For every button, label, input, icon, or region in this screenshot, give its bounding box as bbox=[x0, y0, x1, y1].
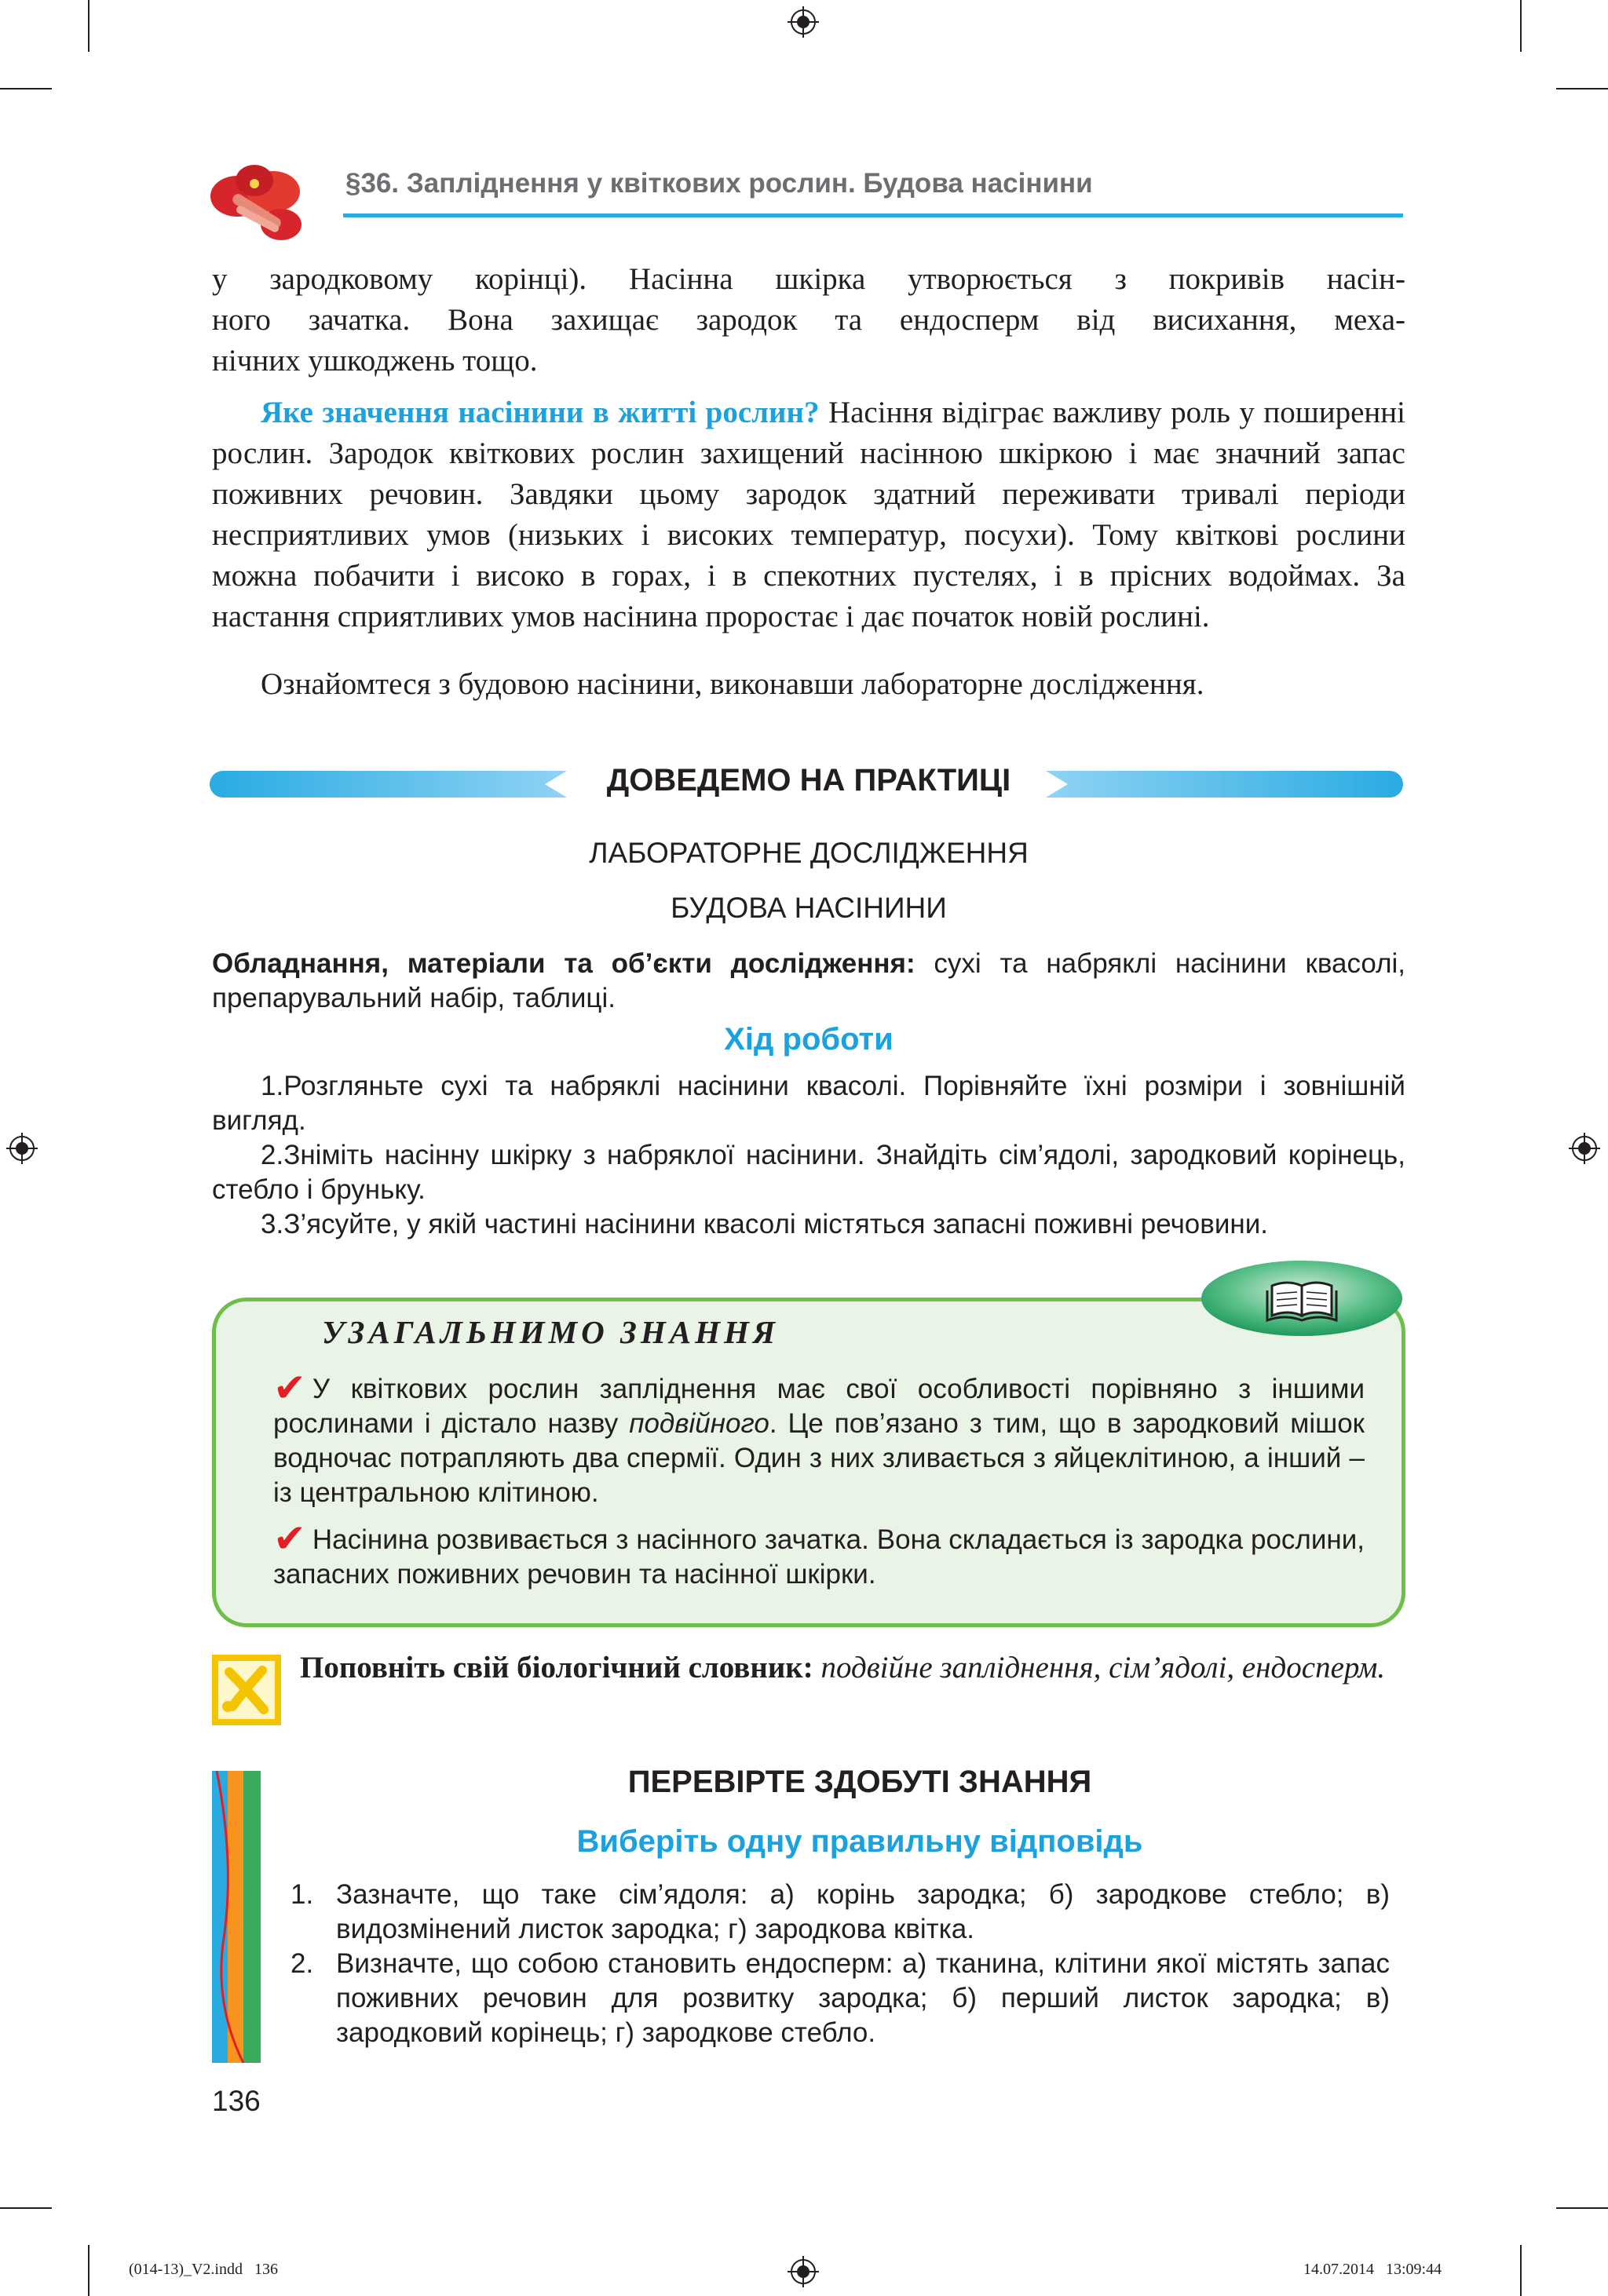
question-item bbox=[291, 1947, 1405, 2052]
check-icon: ✔ bbox=[273, 1516, 306, 1561]
summary-point-text: Насінина розвивається з насінного зачатка. Вона складається із зародка рослини, запасних поживних речовин та насінної шкірки. bbox=[273, 1524, 1365, 1590]
flower-icon bbox=[206, 157, 308, 251]
summary-emphasis: подвійного bbox=[629, 1408, 769, 1439]
crop-mark bbox=[0, 2207, 52, 2209]
header-rule bbox=[343, 214, 1403, 217]
significance-paragraph bbox=[212, 392, 1405, 637]
page-number: 136 bbox=[212, 2085, 261, 2117]
step-text: Розгляньте сухі та набряклі насінини квасолі. Порівняйте їхні розміри і зовнішній вигляд. bbox=[212, 1071, 1405, 1136]
banner-right-arrow bbox=[1046, 768, 1405, 801]
registration-mark-icon bbox=[788, 6, 819, 38]
page-header-title: §36. Запліднення у квіткових рослин. Будова насінини bbox=[345, 168, 1093, 199]
step-text: З’ясуйте, у якій частині насінини квасолі містяться запасні поживні речовини. bbox=[283, 1209, 1269, 1239]
book-icon bbox=[1200, 1259, 1404, 1338]
step-number: 1. bbox=[261, 1071, 284, 1101]
check-icon: ✔ bbox=[273, 1365, 306, 1411]
crop-mark bbox=[1520, 0, 1522, 52]
step-text: Зніміть насінну шкірку з набряклої насінини. Знайдіть сім’ядолі, зародковий корінець, стебло і бруньку. bbox=[212, 1140, 1405, 1205]
dictionary-icon bbox=[212, 1655, 281, 1725]
invite-paragraph bbox=[212, 664, 1405, 705]
practice-banner-title: ДОВЕДЕМО НА ПРАКТИЦІ bbox=[606, 763, 1011, 798]
text-line: ного зачатка. Вона захищає зародок та ендосперм від висихання, меха- bbox=[212, 303, 1405, 337]
lab-title: ЛАБОРАТОРНЕ ДОСЛІДЖЕННЯ bbox=[589, 837, 1029, 869]
dictionary-paragraph bbox=[300, 1648, 1405, 1688]
question-number: 2. bbox=[291, 1948, 314, 1979]
crop-mark bbox=[88, 2245, 90, 2296]
crop-mark bbox=[0, 88, 52, 89]
step-number: 3. bbox=[261, 1209, 284, 1239]
summary-title: УЗАГАЛЬНИМО ЗНАННЯ bbox=[322, 1314, 780, 1350]
footer-file: (014-13)_V2.indd 136 bbox=[129, 2261, 278, 2278]
banner-left-arrow bbox=[207, 768, 567, 801]
question-text: Зазначте, що таке сім’ядоля: а) корінь зародка; б) зародкове стебло; в) видозмінений листок зародка; г) зародкова квітка. bbox=[336, 1879, 1390, 1944]
crop-mark bbox=[88, 0, 90, 52]
procedure-title: Хід роботи bbox=[724, 1022, 894, 1057]
registration-mark-icon bbox=[6, 1133, 38, 1164]
text-line: у зародковому корінці). Насінна шкірка утворюється з покривів насін- bbox=[212, 262, 1405, 296]
procedure-step bbox=[212, 1138, 1405, 1207]
summary-point bbox=[273, 1367, 1365, 1510]
footer-date: 14.07.2014 13:09:44 bbox=[1303, 2261, 1442, 2278]
summary-point bbox=[273, 1518, 1365, 1592]
crop-mark bbox=[1556, 2207, 1608, 2209]
registration-mark-icon bbox=[788, 2256, 819, 2287]
crop-mark bbox=[1556, 88, 1608, 89]
significance-text: Насіння відіграє важливу роль у поширенні рослин. Зародок квіткових рослин захищений насінною шкіркою і має значний запас поживних речовин. Завдяки цьому зародок здатний переживати тривалі періоди несприятливих умов (низьких і високих температур, посухи). Тому квіткові рослини можна побачити і високо в горах, і в спекотних пустелях, і в прісних водоймах. За настання сприятливих умов насінина проростає і дає початок новій рослині. bbox=[212, 396, 1405, 633]
dictionary-label: Поповніть свій біологічний словник: bbox=[300, 1651, 813, 1685]
lab-subtitle: БУДОВА НАСІНИНИ bbox=[671, 892, 947, 924]
dictionary-terms: подвійне запліднення, сім’ядолі, ендосперм. bbox=[813, 1651, 1386, 1685]
equipment-paragraph bbox=[212, 947, 1405, 1016]
summary-point-text: . Це пов’язано з тим, що в зародковий мішок водночас потрапляють два спермії. Один з них зливається з яйцеклітиною, а інший – із центральною клітиною. bbox=[273, 1408, 1365, 1508]
check-title: ПЕРЕВІРТЕ ЗДОБУТІ ЗНАННЯ bbox=[627, 1765, 1092, 1799]
question-text: Визначте, що собою становить ендосперм: а) тканина, клітини якої містять запас поживних речовин для розвитку зародка; б) перший листок зародка; в) зародковий корінець; г) зародкове стебло. bbox=[336, 1948, 1390, 2048]
check-subtitle: Виберіть одну правильну відповідь bbox=[576, 1824, 1143, 1859]
question-number: 1. bbox=[291, 1879, 314, 1910]
registration-mark-icon bbox=[1569, 1133, 1600, 1164]
summary-point-text: У квіткових рослин запліднення має свої особливості порівняно з іншими рослинами і дістало назву bbox=[273, 1374, 1365, 1439]
intro-paragraph bbox=[212, 259, 1405, 381]
invite-text: Ознайомтеся з будовою насінини, виконавши лабораторне дослідження. bbox=[261, 667, 1204, 701]
equipment-label: Обладнання, матеріали та об’єкти дослідження: bbox=[212, 948, 915, 979]
procedure-step bbox=[212, 1069, 1405, 1138]
significance-question: Яке значення насінини в житті рослин? bbox=[261, 396, 820, 429]
equipment-text: сухі та набряклі насінини квасолі, препарувальний набір, таблиці. bbox=[212, 948, 1405, 1013]
text-line: нічних ушкоджень тощо. bbox=[212, 344, 538, 378]
question-item bbox=[291, 1878, 1405, 1948]
step-number: 2. bbox=[261, 1140, 284, 1170]
section-decoration bbox=[212, 1771, 261, 2063]
crop-mark bbox=[1520, 2245, 1522, 2296]
procedure-step bbox=[212, 1207, 1405, 1242]
